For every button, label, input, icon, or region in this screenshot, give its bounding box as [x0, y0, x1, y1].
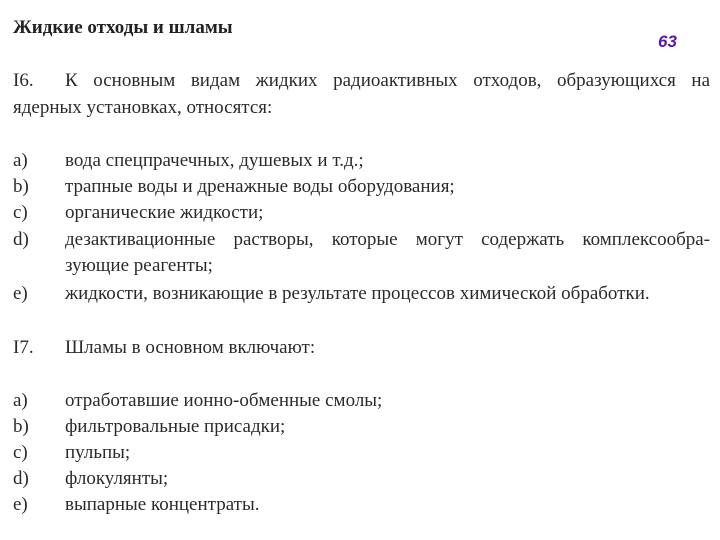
option-text: трапные воды и дренажные воды оборудования;: [65, 176, 455, 197]
question-16-text-line1: К основным видам жидких радиоактивных отходов, образующихся на: [65, 70, 710, 91]
question-17-text: Шламы в основном включают:: [65, 337, 316, 358]
option-marker: a): [13, 390, 28, 411]
option-marker: e): [13, 283, 28, 304]
option-text: выпарные концентраты.: [65, 494, 260, 515]
option-marker: d): [13, 229, 29, 250]
question-16-number: I6.: [13, 70, 34, 91]
option-marker: d): [13, 468, 29, 489]
option-text: флокулянты;: [65, 468, 169, 489]
question-16-option-c: [0, 202, 720, 228]
question-16-option-d: [0, 229, 720, 255]
question-17-option-e: [0, 494, 720, 520]
page-number: 63: [658, 32, 677, 51]
question-16-option-a: [0, 150, 720, 176]
option-marker: c): [13, 442, 28, 463]
option-text: отработавшие ионно-обменные смолы;: [65, 390, 383, 411]
option-text: органические жидкости;: [65, 202, 264, 223]
option-text: вода спецпрачечных, душевых и т.д.;: [65, 150, 364, 171]
question-17-option-c: [0, 442, 720, 468]
option-text: жидкости, возникающие в результате процессов химической обработки.: [65, 283, 650, 304]
option-text: дезактивационные растворы, которые могут содержать комплексообра-: [65, 229, 710, 250]
question-16-option-e: [0, 283, 720, 309]
option-text: пульпы;: [65, 442, 131, 463]
question-17-option-b: [0, 416, 720, 442]
question-17-option-d: [0, 468, 720, 494]
option-marker: e): [13, 494, 28, 515]
option-marker: a): [13, 150, 28, 171]
option-marker: c): [13, 202, 28, 223]
question-17-option-a: [0, 390, 720, 416]
option-marker: b): [13, 176, 29, 197]
question-17-number: I7.: [13, 337, 34, 358]
option-marker: b): [13, 416, 29, 437]
question-16-text-line2: ядерных установках, относятся:: [13, 97, 273, 118]
section-title: Жидкие отходы и шламы: [13, 17, 233, 38]
question-16-option-b: [0, 176, 720, 202]
option-text: фильтровальные присадки;: [65, 416, 286, 437]
question-16-option-d-continuation: зующие реагенты;: [65, 255, 213, 276]
